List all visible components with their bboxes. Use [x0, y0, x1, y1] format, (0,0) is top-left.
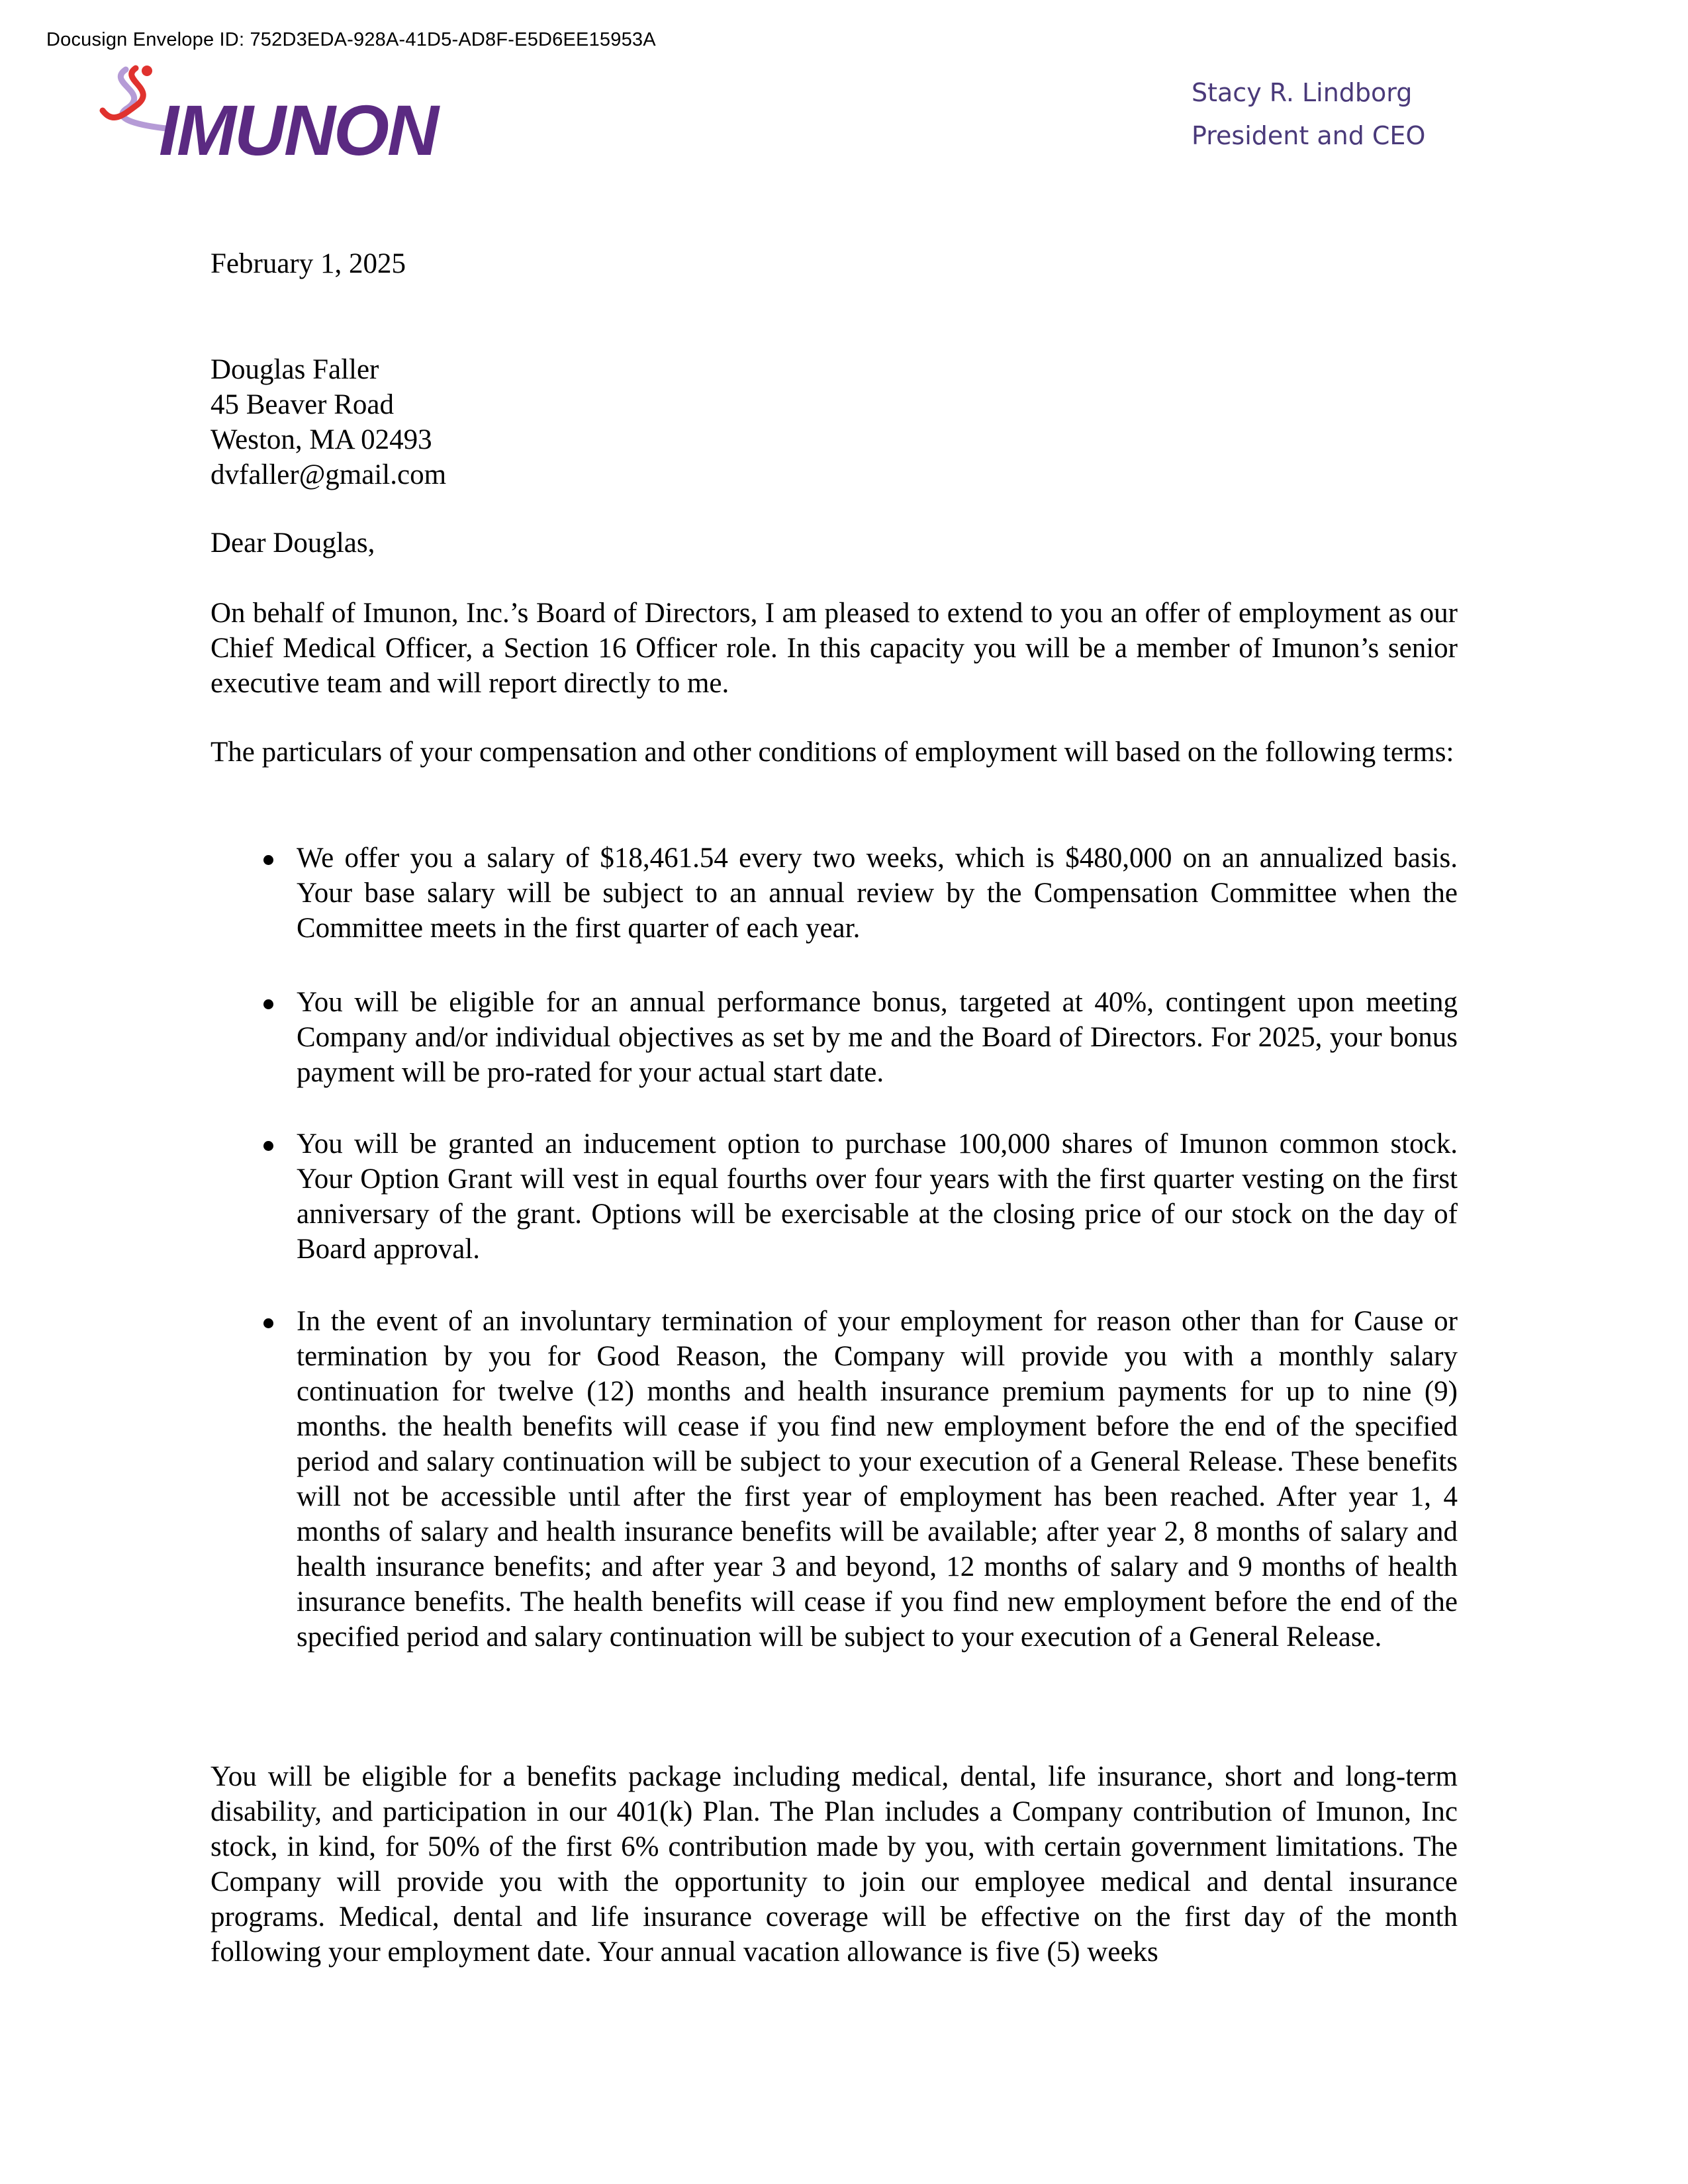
imunon-logo [99, 63, 437, 175]
letter-date: February 1, 2025 [211, 248, 406, 279]
sender-title: President and CEO [1192, 121, 1426, 150]
recipient-name: Douglas Faller [211, 354, 379, 385]
logo-wordmark: IMUNON [159, 90, 437, 170]
sender-block [1192, 71, 1425, 158]
paragraph-terms-intro: The particulars of your compensation and other conditions of employment will based on the following terms: [211, 737, 1454, 768]
salutation: Dear Douglas, [211, 527, 375, 559]
recipient-email: dvfaller@gmail.com [211, 459, 447, 490]
docusign-envelope-id: Docusign Envelope ID: 752D3EDA-928A-41D5-AD8F-E5D6EE15953A [46, 29, 656, 50]
recipient-street: 45 Beaver Road [211, 389, 395, 420]
list-item-bonus: You will be eligible for an annual performance bonus, targeted at 40%, contingent upon meeting Company and/or individual objectives as set by me and the Board of Directors. For 2025, your bonus payment will be pro-rated for your actual start date. [297, 985, 1458, 1090]
sender-name: Stacy R. Lindborg [1192, 78, 1413, 107]
recipient-city: Weston, MA 02493 [211, 424, 432, 455]
list-item-salary: We offer you a salary of $18,461.54 every two weeks, which is $480,000 on an annualized basis. Your base salary will be subject to an annual review by the Compensation Committee when the Committee meets in the first quarter of each year. [297, 841, 1458, 946]
list-item-option-grant: You will be granted an inducement option to purchase 100,000 shares of Imunon common stock. Your Option Grant will vest in equal fourths over four years with the first quarter vesting on the first anniversary of the grant. Options will be exercisable at the closing price of our stock on the day of Board approval. [297, 1126, 1458, 1267]
recipient-address [211, 352, 1458, 492]
list-item-termination: In the event of an involuntary termination of your employment for reason other than for Cause or termination by you for Good Reason, the Company will provide you with a monthly salary continuation for twelve (12) months and health insurance premium payments for up to nine (9) months. the health benefits will cease if you find new employment before the end of the specified period and salary continuation will be subject to your execution of a General Release. These benefits will not be accessible until after the first year of employment has been reached. After year 1, 4 months of salary and health insurance benefits will be available; after year 2, 8 months of salary and health insurance benefits; and after year 3 and beyond, 12 months of salary and 9 months of health insurance benefits. The health benefits will cease if you find new employment before the end of the specified period and salary continuation will be subject to your execution of a General Release. [297, 1304, 1458, 1655]
paragraph-benefits: You will be eligible for a benefits package including medical, dental, life insurance, short and long-term disability, and participation in our 401(k) Plan. The Plan includes a Company contribution of Imunon, Inc stock, in kind, for 50% of the first 6% contribution made by you, with certain government limitations. The Company will provide you with the opportunity to join our employee medical and dental insurance programs. Medical, dental and life insurance coverage will be effective on the first day of the month following your employment date. Your annual vacation allowance is five (5) weeks [211, 1761, 1458, 1968]
paragraph-offer: On behalf of Imunon, Inc.’s Board of Directors, I am pleased to extend to you an offer of employment as our Chief Medical Officer, a Section 16 Officer role. In this capacity you will be a member of Imunon’s senior executive team and will report directly to me. [211, 598, 1458, 699]
